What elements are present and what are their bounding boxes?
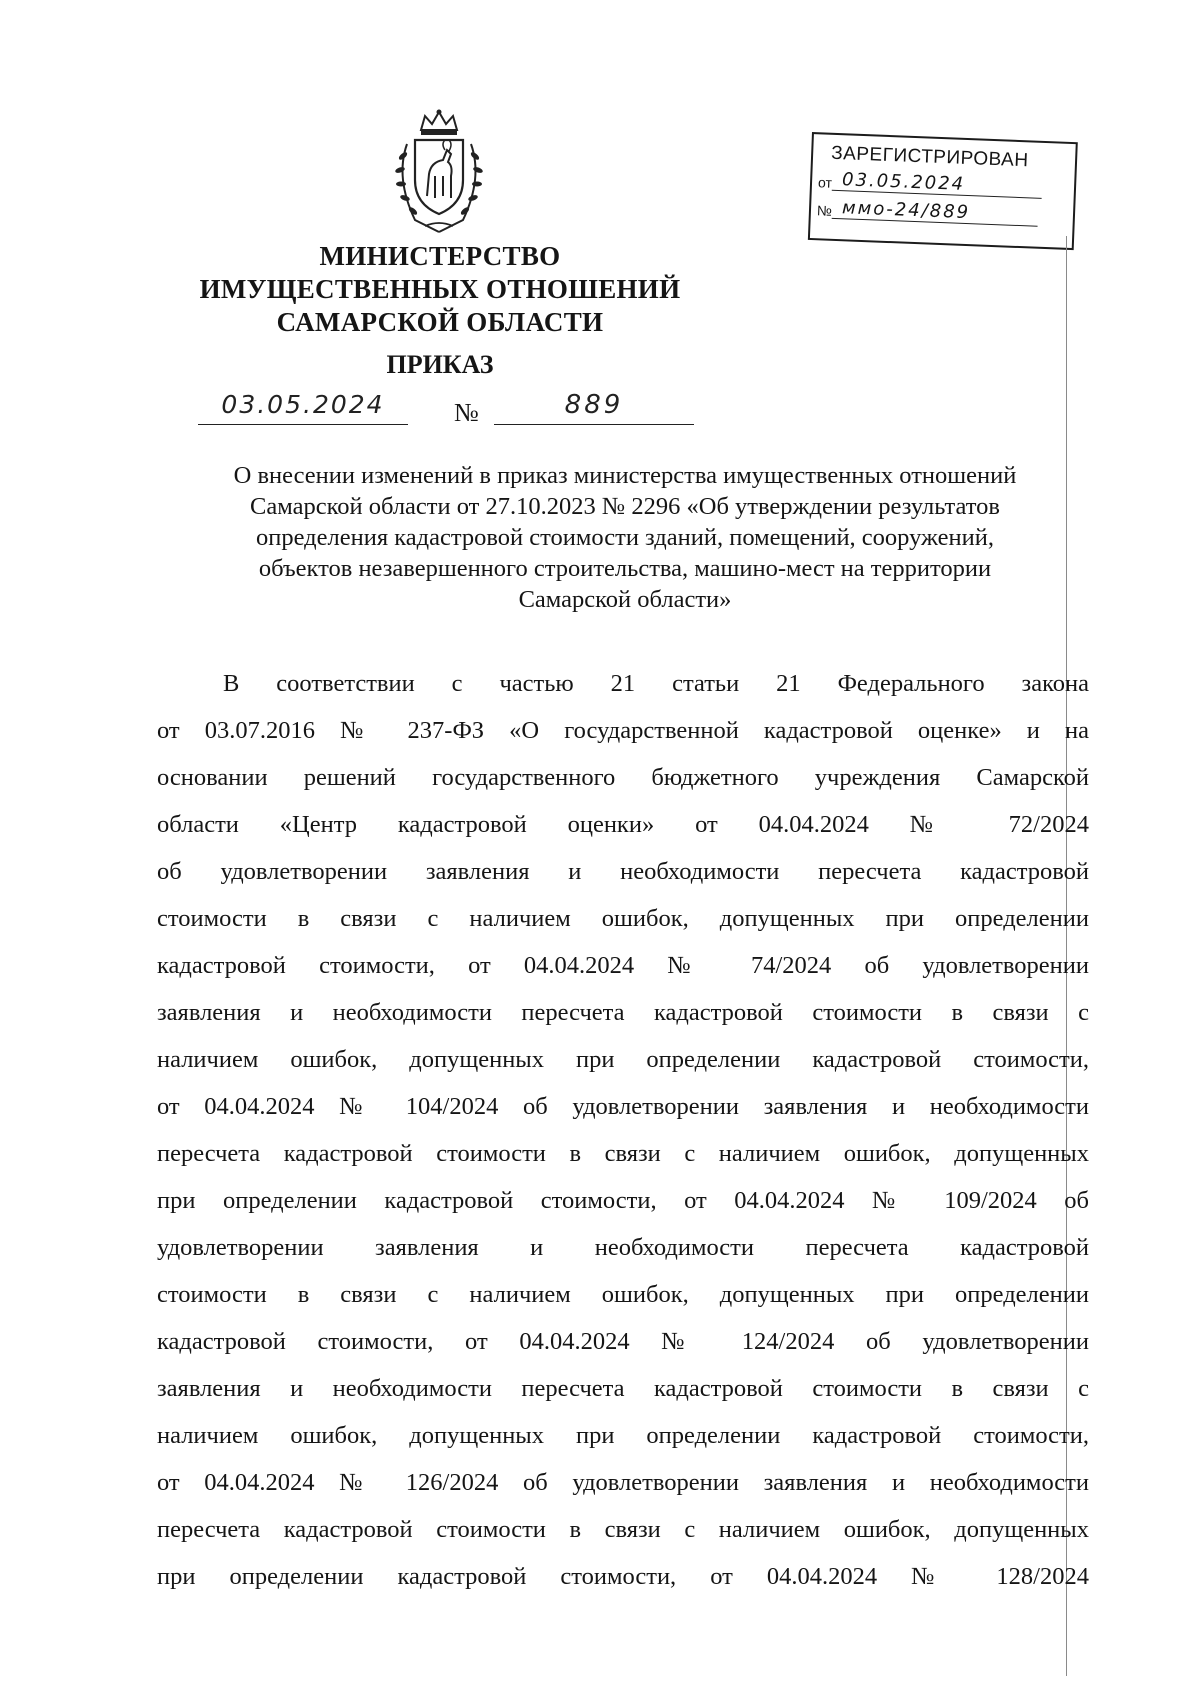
body-line: от 04.04.2024 № 104/2024 об удовлетворении заявления и необходимости xyxy=(157,1093,1089,1120)
ministry-name-line-1: МИНИСТЕРСТВО xyxy=(319,241,561,271)
stamp-number-prefix: № xyxy=(816,202,833,219)
stamp-date-value: 03.05.2024 xyxy=(832,169,1043,199)
body-line: при определении кадастровой стоимости, от 04.04.2024 № 109/2024 об xyxy=(157,1187,1089,1214)
body-line: заявления и необходимости пересчета кадастровой стоимости в связи с xyxy=(157,1375,1089,1402)
body-line: при определении кадастровой стоимости, от 04.04.2024 № 128/2024 xyxy=(157,1563,1089,1590)
stamp-date-row xyxy=(818,168,1043,199)
body-line: стоимости в связи с наличием ошибок, допущенных при определении xyxy=(157,1281,1089,1308)
body-line: заявления и необходимости пересчета кадастровой стоимости в связи с xyxy=(157,999,1089,1026)
order-number: 889 xyxy=(494,390,694,425)
body-line: основании решений государственного бюджетного учреждения Самарской xyxy=(157,764,1089,791)
registration-stamp xyxy=(808,132,1078,250)
body-line: кадастровой стоимости, от 04.04.2024 № 124/2024 об удовлетворении xyxy=(157,1328,1089,1355)
body-line: удовлетворении заявления и необходимости пересчета кадастровой xyxy=(157,1234,1089,1261)
body-line: В соответствии с частью 21 статьи 21 Федерального закона xyxy=(223,670,1089,697)
order-subject xyxy=(170,460,1080,615)
body-line: стоимости в связи с наличием ошибок, допущенных при определении xyxy=(157,905,1089,932)
body-line: кадастровой стоимости, от 04.04.2024 № 74/2024 об удовлетворении xyxy=(157,952,1089,979)
stamp-number-value: ммо-24/889 xyxy=(832,197,1039,227)
ministry-name-line-3: САМАРСКОЙ ОБЛАСТИ xyxy=(276,307,604,337)
body-line: от 04.04.2024 № 126/2024 об удовлетворении заявления и необходимости xyxy=(157,1469,1089,1496)
body-line: от 03.07.2016 № 237-ФЗ «О государственной кадастровой оценке» и на xyxy=(157,717,1089,744)
order-number-sign: № xyxy=(454,398,479,427)
subject-line: объектов незавершенного строительства, машино-мест на территории xyxy=(258,555,992,582)
body-line: об удовлетворении заявления и необходимости пересчета кадастровой xyxy=(157,858,1089,885)
subject-line: О внесении изменений в приказ министерства имущественных отношений xyxy=(233,462,1017,489)
body-line: наличием ошибок, допущенных при определении кадастровой стоимости, xyxy=(157,1422,1089,1449)
order-date: 03.05.2024 xyxy=(198,390,408,425)
body-line: пересчета кадастровой стоимости в связи с наличием ошибок, допущенных xyxy=(157,1140,1089,1167)
ministry-name-line-2: ИМУЩЕСТВЕННЫХ ОТНОШЕНИЙ xyxy=(199,274,681,304)
body-line: пересчета кадастровой стоимости в связи с наличием ошибок, допущенных xyxy=(157,1516,1089,1543)
body-line: области «Центр кадастровой оценки» от 04.04.2024 № 72/2024 xyxy=(157,811,1089,838)
stamp-title: ЗАРЕГИСТРИРОВАН xyxy=(830,142,1029,172)
stamp-number-row xyxy=(817,196,1039,226)
order-body xyxy=(157,660,1089,1600)
stamp-date-prefix: от xyxy=(817,174,833,191)
coat-of-arms-icon xyxy=(385,108,493,236)
subject-line: определения кадастровой стоимости зданий, помещений, сооружений, xyxy=(256,524,994,551)
subject-line: Самарской области от 27.10.2023 № 2296 «Об утверждении результатов xyxy=(250,493,1000,520)
order-title: ПРИКАЗ xyxy=(386,350,494,379)
body-line: наличием ошибок, допущенных при определении кадастровой стоимости, xyxy=(157,1046,1089,1073)
subject-line: Самарской области» xyxy=(518,586,732,613)
